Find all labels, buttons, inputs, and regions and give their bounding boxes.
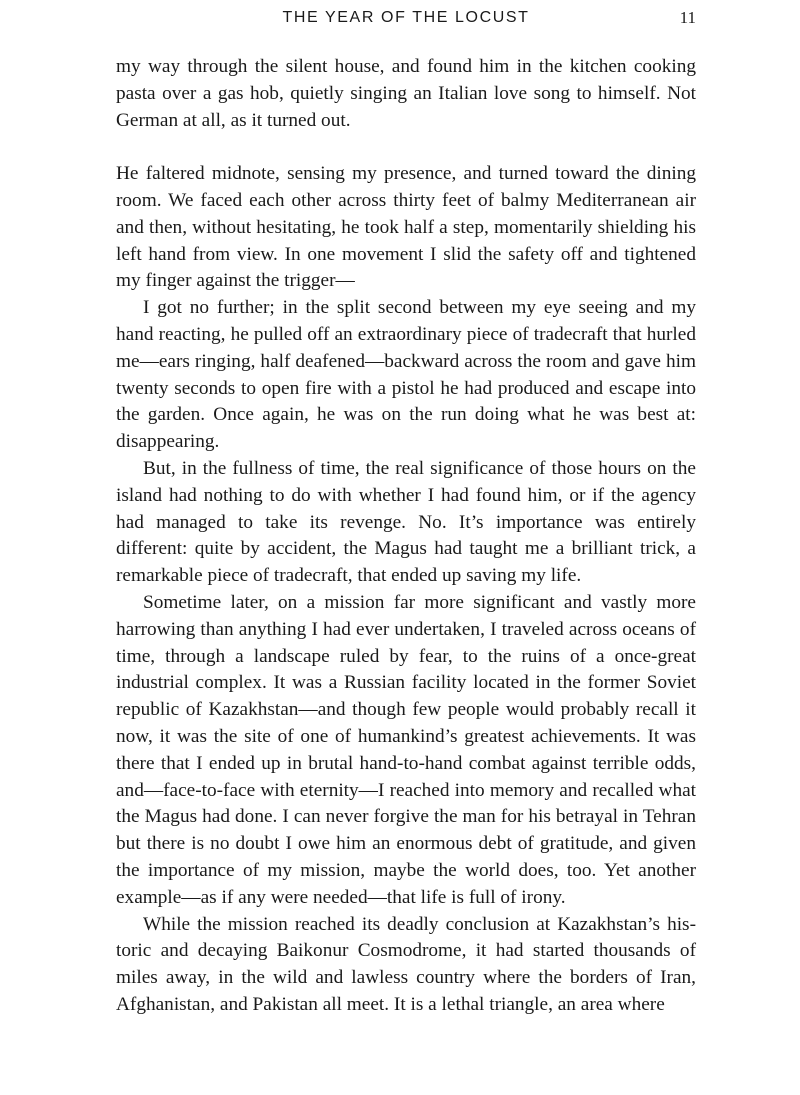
running-header <box>116 7 696 29</box>
paragraph: But, in the fullness of time, the real significance of those hours on the island had nothing to do with whether I had found him, or if the agency had managed to take its revenge. No. It’s importance was entirely different: quite by accident, the Magus had taught me a brilliant trick, a remarkable piece of tradecraft, that ended up saving my life. <box>116 457 696 587</box>
paragraph: Sometime later, on a mission far more significant and vastly more harrowing than anything I had ever undertaken, I traveled across oceans of time, through a landscape ruled by fear, to the ruins of a once-great industrial complex. It was a Russian facility located in the former Soviet republic of Kazakhstan—and though few people would probably recall it now, it was the site of one of humankind’s greatest achievements. It was there that I ended up in brutal hand-to-hand combat against terrible odds, and—face-to-face with eternity—I reached into memory and recalled what the Magus had done. I can never forgive the man for his betrayal in Tehran but there is no doubt I owe him an enormous debt of gratitude, and given the importance of my mission, maybe the world does, too. Yet another example—as if any were needed—that life is full of irony. <box>116 591 696 908</box>
running-title: THE YEAR OF THE LOCUST <box>282 9 530 26</box>
paragraph: While the mission reached its deadly conclusion at Kazakhstan’s historic and decaying Baikonur Cosmodrome, it had started thousands of miles away, in the wild and lawless country where the borders of Iran, Afghanistan, and Pakistan all meet. It is a lethal triangle, an area where <box>116 913 696 1015</box>
page-number: 11 <box>679 8 696 27</box>
paragraph: I got no further; in the split second between my eye seeing and my hand reacting, he pulled off an extraordinary piece of tradecraft that hurled me—ears ringing, half deafened—backward across the room and gave him twenty seconds to open fire with a pistol he had produced and escape into the garden. Once again, he was on the run doing what he was best at: disappearing. <box>116 297 696 453</box>
paragraph-continued: my way through the silent house, and found him in the kitchen cooking pasta over a gas hob, quietly singing an Italian love song to himself. Not German at all, as it turned out. <box>116 56 696 131</box>
paragraph-section-start: He faltered midnote, sensing my presence, and turned toward the dining room. We faced each other across thirty feet of balmy Mediterranean air and then, without hesitating, he took half a step, momentarily shielding his left hand from view. In one movement I slid the safety off and tightened my finger against the trigger— <box>116 163 696 292</box>
body-text <box>116 54 696 1019</box>
